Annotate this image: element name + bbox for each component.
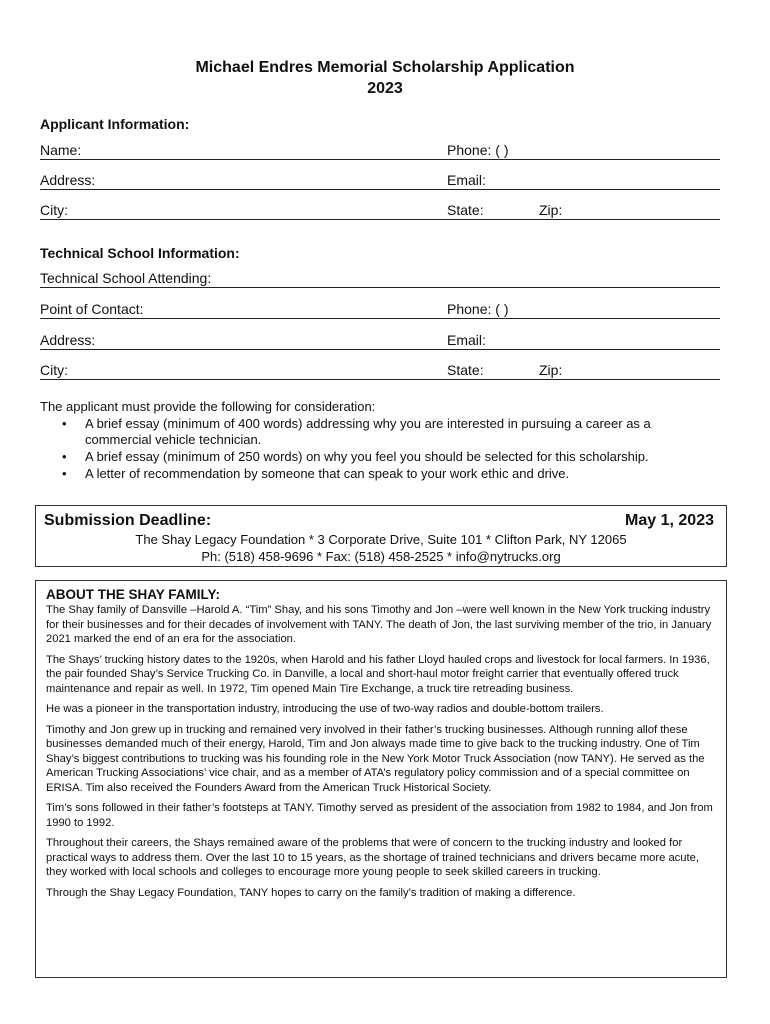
about-paragraph: Timothy and Jon grew up in trucking and remained very involved in their father’s trucking businesses. Although running allof these businesses demanded much of their energy, Harold, Tim and Jon always made time to give back to the trucking industry. One of Tim Shay’s biggest contributions to trucking was his founding role in the New York Motor Truck Association (now TANY). He served as the American Trucking Associations’ vice chair, and as a member of ATA’s regulatory policy commission and of a special committee on ERISA. Tim also received the Founders Award from the American Truck Historical Society.: [46, 723, 705, 794]
school-phone-field[interactable]: Phone: ( ): [447, 301, 509, 317]
school-state-field[interactable]: State:: [447, 362, 484, 378]
requirements-list: [40, 416, 720, 483]
foundation-contact: Ph: (518) 458-9696 * Fax: (518) 458-2525 * info@nytrucks.org: [201, 549, 561, 564]
applicant-state-field[interactable]: State:: [447, 202, 484, 218]
requirement-text: A brief essay (minimum of 400 words) addressing why you are interested in pursuing a career as a commercial vehicle technician.: [85, 416, 651, 447]
deadline-label: Submission Deadline:: [44, 512, 212, 529]
about-title: ABOUT THE SHAY FAMILY:: [46, 587, 221, 602]
school-heading: Technical School Information:: [40, 245, 240, 261]
applicant-address-field[interactable]: Address:: [40, 172, 96, 188]
applicant-name-field[interactable]: Name:: [40, 142, 82, 158]
bullet-icon: •: [62, 416, 67, 431]
applicant-city-row: [40, 199, 720, 220]
submission-deadline-box: [35, 505, 727, 567]
applicant-address-row: [40, 169, 720, 190]
school-city-field[interactable]: City:: [40, 362, 68, 378]
bullet-icon: •: [62, 466, 67, 481]
applicant-phone-field[interactable]: Phone: ( ): [447, 142, 509, 158]
foundation-address: The Shay Legacy Foundation * 3 Corporate Drive, Suite 101 * Clifton Park, NY 12065: [135, 532, 627, 547]
school-attending-field[interactable]: Technical School Attending:: [40, 270, 212, 286]
form-year: 2023: [367, 80, 403, 97]
list-item: [40, 449, 720, 465]
applicant-zip-field[interactable]: Zip:: [539, 202, 563, 218]
school-attending-row: [40, 267, 720, 288]
about-paragraph: Tim’s sons followed in their father’s footsteps at TANY. Timothy served as president of the association from 1982 to 1984, and Jon from 1990 to 1992.: [46, 802, 713, 829]
school-email-field[interactable]: Email:: [447, 332, 486, 348]
school-address-row: [40, 329, 720, 350]
requirement-text: A brief essay (minimum of 250 words) on why you feel you should be selected for this scholarship.: [85, 449, 649, 464]
school-contact-field[interactable]: Point of Contact:: [40, 301, 144, 317]
requirement-text: A letter of recommendation by someone that can speak to your work ethic and drive.: [85, 466, 570, 481]
applicant-city-field[interactable]: City:: [40, 202, 68, 218]
school-address-field[interactable]: Address:: [40, 332, 96, 348]
about-paragraph: Throughout their careers, the Shays remained aware of the problems that were of concern to the trucking industry and looked for practical ways to address them. Over the last 10 to 15 years, as the shortage of trained technicians and drivers became more acute, they worked with local schools and colleges to encourage more young people to seek skilled careers in trucking.: [46, 837, 699, 878]
about-paragraph: The Shay family of Dansville –Harold A. “Tim” Shay, and his sons Timothy and Jon –were well known in the New York trucking industry for their businesses and for their decades of involvement with TANY. The death of Jon, the last surviving member of the trio, in January 2021 marked the end of an era for the association.: [46, 604, 712, 645]
list-item: [40, 466, 720, 482]
applicant-heading: Applicant Information:: [40, 116, 190, 132]
school-contact-row: [40, 298, 720, 319]
requirements-intro: The applicant must provide the following for consideration:: [40, 399, 376, 414]
deadline-date: May 1, 2023: [625, 512, 714, 529]
applicant-name-row: [40, 139, 720, 160]
list-item: [40, 416, 720, 448]
about-paragraph: Through the Shay Legacy Foundation, TANY hopes to carry on the family’s tradition of making a difference.: [46, 886, 576, 899]
form-title: Michael Endres Memorial Scholarship Application: [195, 59, 575, 76]
school-zip-field[interactable]: Zip:: [539, 362, 563, 378]
about-paragraph: He was a pioneer in the transportation industry, introducing the use of two-way radios and double-bottom trailers.: [46, 703, 604, 715]
about-shay-family-box: [35, 580, 727, 978]
bullet-icon: •: [62, 449, 67, 464]
about-paragraph: The Shays’ trucking history dates to the 1920s, when Harold and his father Lloyd hauled crops and livestock for local farmers. In 1936, the pair founded Shay’s Service Trucking Co. in Danville, a local and short-haul motor freight carrier that eventually offered truck maintenance and repair as well. In 1972, Tim opened Main Tire Exchange, a truck tire retreading business.: [46, 653, 710, 695]
applicant-email-field[interactable]: Email:: [447, 172, 486, 188]
school-city-row: [40, 359, 720, 380]
